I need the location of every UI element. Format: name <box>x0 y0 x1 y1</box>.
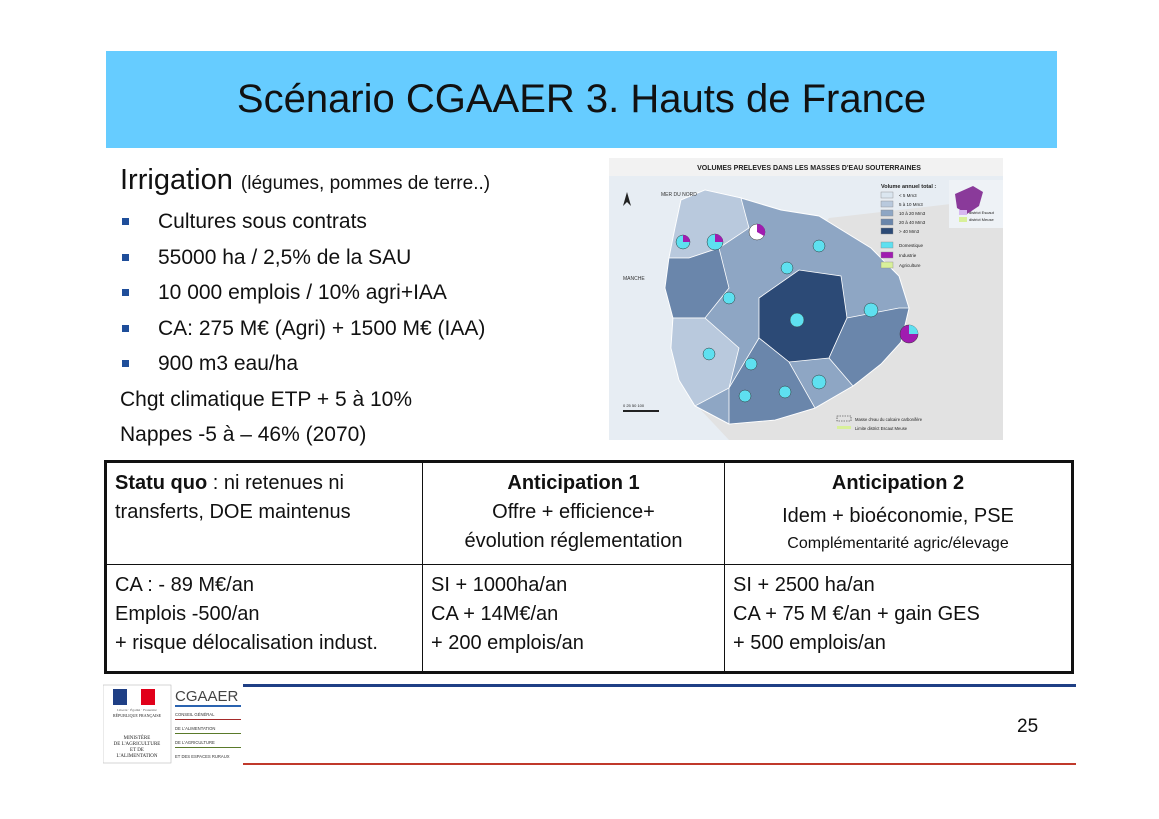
svg-text:Limite district Escaut Meuse: Limite district Escaut Meuse <box>855 426 908 431</box>
irrigation-bullets <box>120 204 600 382</box>
slide-title: Scénario CGAAER 3. Hauts de France <box>236 77 927 121</box>
svg-text:5 à 10 Mm3: 5 à 10 Mm3 <box>899 202 923 207</box>
page-number: 25 <box>1017 716 1039 737</box>
svg-text:DE L'AGRICULTURE: DE L'AGRICULTURE <box>175 740 215 745</box>
map-label-manche: MANCHE <box>623 276 645 282</box>
bullet-square-icon <box>122 289 129 296</box>
bullet-item: Cultures sous contrats <box>120 204 600 240</box>
svg-text:ET DE: ET DE <box>130 748 144 753</box>
svg-text:Industrie: Industrie <box>899 253 917 258</box>
scenario-table <box>104 460 1074 674</box>
svg-text:Domestique: Domestique <box>899 243 924 248</box>
anticipation-2-body: SI + 2500 ha/an CA + 75 M €/an + gain GES + 500 emplois/an <box>725 565 1073 673</box>
svg-text:DE L'AGRICULTURE: DE L'AGRICULTURE <box>113 742 161 747</box>
inset-map <box>949 180 1003 228</box>
svg-text:Liberté · Égalité · Fraternité: Liberté · Égalité · Fraternité <box>117 708 157 712</box>
bullet-square-icon <box>122 325 129 332</box>
svg-text:MINISTÈRE: MINISTÈRE <box>123 736 151 741</box>
groundwater-map <box>609 158 1003 440</box>
bullet-square-icon <box>122 360 129 367</box>
svg-text:DE L'ALIMENTATION: DE L'ALIMENTATION <box>175 726 216 731</box>
footer-divider-red <box>243 763 1076 765</box>
svg-text:district Meuse: district Meuse <box>969 217 994 222</box>
anticipation-1-header: Anticipation 1 Offre + efficience+ évolution réglementation <box>423 462 725 565</box>
irrigation-heading-sub: (légumes, pommes de terre..) <box>240 173 491 194</box>
svg-text:Agriculture: Agriculture <box>899 263 921 268</box>
svg-text:< 5 Mm3: < 5 Mm3 <box>899 193 917 198</box>
svg-text:Masse d'eau du calcaire carbon: Masse d'eau du calcaire carbonifère <box>855 417 923 422</box>
bullet-item: CA: 275 M€ (Agri) + 1500 M€ (IAA) <box>120 311 600 347</box>
map-label-sea: MER DU NORD <box>661 192 697 198</box>
climate-line: Chgt climatique ETP + 5 à 10% <box>120 387 413 411</box>
irrigation-block <box>120 160 600 453</box>
anticipation-2-header: Anticipation 2 Idem + bioéconomie, PSE Complémentarité agric/élevage <box>725 462 1073 565</box>
svg-text:Volume annuel total :: Volume annuel total : <box>881 184 937 190</box>
bullet-item: 900 m3 eau/ha <box>120 346 600 382</box>
footer-divider-blue <box>243 684 1076 687</box>
table-header-row <box>106 462 1073 565</box>
svg-text:20 à 40 Mm3: 20 à 40 Mm3 <box>899 220 926 225</box>
bullet-square-icon <box>122 218 129 225</box>
ministry-cgaaer-logo <box>103 683 243 766</box>
anticipation-1-body: SI + 1000ha/an CA + 14M€/an + 200 emplois/an <box>423 565 725 673</box>
map-title: VOLUMES PRELEVES DANS LES MASSES D'EAU SOUTERRAINES <box>697 165 921 172</box>
table-body-row <box>106 565 1073 673</box>
status-quo-body: CA : - 89 M€/an Emplois -500/an + risque délocalisation indust. <box>106 565 423 673</box>
svg-text:CONSEIL GÉNÉRAL: CONSEIL GÉNÉRAL <box>175 712 215 717</box>
svg-text:> 40 Mm3: > 40 Mm3 <box>899 229 920 234</box>
svg-text:ET DES ESPACES RURAUX: ET DES ESPACES RURAUX <box>175 754 230 759</box>
bullet-square-icon <box>122 254 129 261</box>
irrigation-heading <box>120 160 600 204</box>
bullet-item: 55000 ha / 2,5% de la SAU <box>120 240 600 276</box>
bullet-item: 10 000 emplois / 10% agri+IAA <box>120 275 600 311</box>
status-quo-header: Statu quo : ni retenues ni transferts, DOE maintenus <box>106 462 423 565</box>
svg-text:CGAAER: CGAAER <box>175 688 239 705</box>
svg-text:district Escaut: district Escaut <box>969 210 994 215</box>
svg-text:10 à 20 Mm3: 10 à 20 Mm3 <box>899 211 926 216</box>
title-bar <box>106 51 1057 148</box>
svg-text:0 25 50 100: 0 25 50 100 <box>623 403 645 408</box>
aquifer-line: Nappes -5 à – 46% (2070) <box>120 423 367 446</box>
irrigation-heading-main: Irrigation <box>120 164 233 196</box>
svg-text:L'ALIMENTATION: L'ALIMENTATION <box>116 754 158 759</box>
svg-text:RÉPUBLIQUE FRANÇAISE: RÉPUBLIQUE FRANÇAISE <box>112 713 162 718</box>
